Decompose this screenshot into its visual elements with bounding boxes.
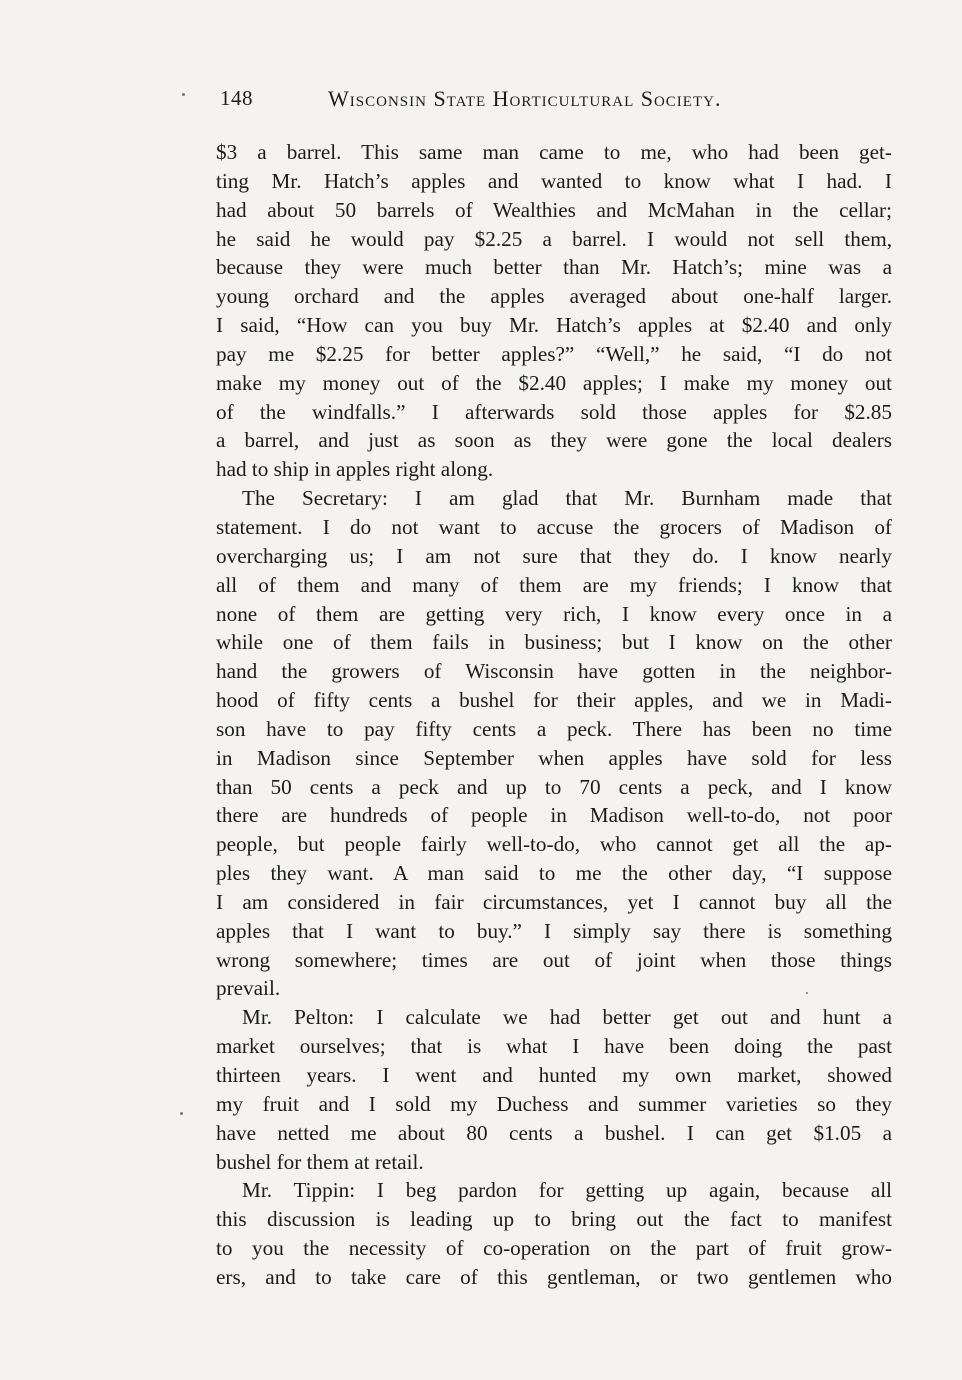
- text-line: none of them are getting very rich, I know every once in a: [216, 601, 892, 626]
- text-line: make my money out of the $2.40 apples; I make my money out: [216, 370, 892, 395]
- text-line: because they were much better than Mr. Hatch’s; mine was a: [216, 255, 892, 280]
- text-line: people, but people fairly well-to-do, who cannot get all the ap-: [216, 832, 892, 857]
- text-line: in Madison since September when apples have sold for less: [216, 745, 892, 770]
- text-line: prevail.: [216, 976, 281, 1001]
- text-line: hood of fifty cents a bushel for their apples, and we in Madi-: [216, 688, 892, 713]
- text-line: apples that I want to buy.” I simply say there is something: [216, 918, 892, 943]
- body-text: [216, 138, 892, 1292]
- text-line: market ourselves; that is what I have been doing the past: [216, 1034, 892, 1059]
- text-line: ples they want. A man said to me the other day, “I suppose: [216, 861, 892, 886]
- text-line: a barrel, and just as soon as they were gone the local dealers: [216, 428, 892, 453]
- text-line: Mr. Tippin: I beg pardon for getting up again, because all: [242, 1178, 892, 1203]
- text-line: my fruit and I sold my Duchess and summer varieties so they: [216, 1091, 892, 1116]
- paragraph-secretary: [216, 484, 892, 1003]
- paragraph-burnham: [216, 138, 892, 484]
- running-head: [216, 86, 892, 116]
- text-line: than 50 cents a peck and up to 70 cents a peck, and I know: [216, 774, 892, 799]
- text-line: of the windfalls.” I afterwards sold those apples for $2.85: [216, 399, 892, 424]
- text-line: The Secretary: I am glad that Mr. Burnham made that: [242, 486, 892, 511]
- scan-speck: [182, 93, 185, 96]
- text-line: this discussion is leading up to bring out the fact to manifest: [216, 1207, 892, 1232]
- page-number: 148: [220, 86, 253, 110]
- text-line: bushel for them at retail.: [216, 1149, 424, 1174]
- text-line: all of them and many of them are my friends; I know that: [216, 572, 892, 597]
- paragraph-pelton: [216, 1003, 892, 1176]
- text-line: ting Mr. Hatch’s apples and wanted to know what I had. I: [216, 168, 892, 193]
- text-line: pay me $2.25 for better apples?” “Well,” he said, “I do not: [216, 341, 892, 366]
- text-line: $3 a barrel. This same man came to me, who had been get-: [216, 140, 892, 164]
- text-line: thirteen years. I went and hunted my own market, showed: [216, 1063, 892, 1087]
- text-line: overcharging us; I am not sure that they do. I know nearly: [216, 543, 892, 568]
- text-line: ers, and to take care of this gentleman, or two gentlemen who: [216, 1264, 892, 1289]
- text-line: to you the necessity of co-operation on the part of fruit grow-: [216, 1236, 892, 1261]
- text-line: I am considered in fair circumstances, yet I cannot buy all the: [216, 889, 892, 914]
- text-line: wrong somewhere; times are out of joint when those things: [216, 947, 892, 972]
- paragraph-tippin: [216, 1176, 892, 1291]
- journal-title: Wisconsin State Horticultural Society.: [328, 86, 722, 111]
- text-line: he said he would pay $2.25 a barrel. I would not sell them,: [216, 226, 892, 251]
- scan-speck: [180, 1112, 183, 1115]
- text-line: there are hundreds of people in Madison well-to-do, not poor: [216, 803, 892, 828]
- text-line: had about 50 barrels of Wealthies and McMahan in the cellar;: [216, 197, 892, 222]
- scan-speck: [806, 992, 808, 994]
- text-line: statement. I do not want to accuse the grocers of Madison of: [216, 514, 892, 539]
- text-line: had to ship in apples right along.: [216, 457, 494, 482]
- text-line: while one of them fails in business; but I know on the other: [216, 630, 892, 655]
- text-line: Mr. Pelton: I calculate we had better get out and hunt a: [242, 1005, 892, 1030]
- text-line: I said, “How can you buy Mr. Hatch’s apples at $2.40 and only: [216, 313, 892, 338]
- text-line: son have to pay fifty cents a peck. There has been no time: [216, 716, 892, 741]
- text-line: young orchard and the apples averaged about one-half larger.: [216, 284, 892, 309]
- text-line: have netted me about 80 cents a bushel. I can get $1.05 a: [216, 1120, 892, 1145]
- text-line: hand the growers of Wisconsin have gotten in the neighbor-: [216, 659, 892, 684]
